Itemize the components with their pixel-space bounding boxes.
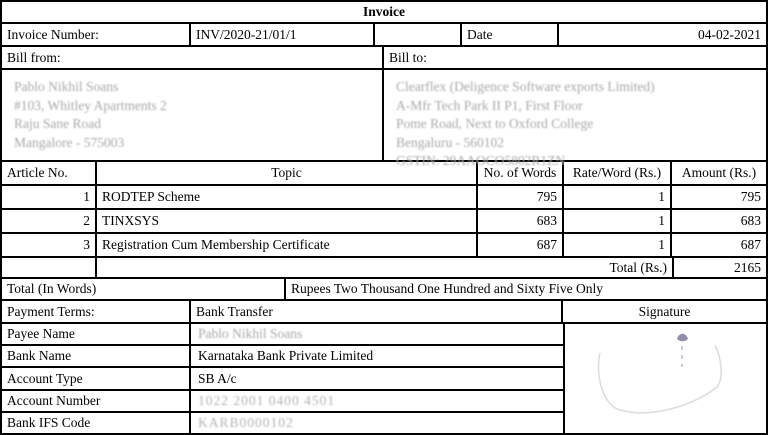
article-no: 3 xyxy=(2,234,97,256)
address-line: Bengaluru - 560102 xyxy=(396,134,504,150)
article-no: 2 xyxy=(2,210,97,232)
article-rate: 1 xyxy=(564,210,672,232)
payee-name-value: Pablo Nikhil Soans xyxy=(198,326,303,342)
article-words: 795 xyxy=(478,186,564,208)
address-line: Pablo Nikhil Soans xyxy=(14,79,119,94)
empty-cell xyxy=(2,258,97,277)
total-row xyxy=(2,258,766,279)
title-row xyxy=(2,2,766,24)
account-type-row xyxy=(2,368,563,390)
article-rate: 1 xyxy=(564,186,672,208)
article-topic: RODTEP Scheme xyxy=(97,186,478,208)
bill-from-address xyxy=(2,70,384,160)
payee-name-row xyxy=(2,324,563,346)
ifs-code-value: KARB0000102 xyxy=(198,414,294,430)
column-header-topic: Topic xyxy=(97,162,478,184)
total-in-words-value: Rupees Two Thousand One Hundred and Sixty Five Only xyxy=(291,281,604,296)
total-label: Total (Rs.) xyxy=(97,258,674,277)
article-amount: 683 xyxy=(740,213,761,228)
account-type-value: SB A/c xyxy=(198,370,237,386)
bill-to-address xyxy=(384,70,766,168)
invoice-title: Invoice xyxy=(363,4,405,19)
article-rate: 1 xyxy=(564,234,672,256)
account-number-value: 1022 2001 0400 4501 xyxy=(198,392,336,408)
bank-name-label: Bank Name xyxy=(2,346,191,366)
payee-name-label: Payee Name xyxy=(2,324,191,344)
empty-cell xyxy=(375,24,462,45)
total-in-words-row xyxy=(2,279,766,301)
article-row xyxy=(2,186,766,210)
payment-terms-value: Bank Transfer xyxy=(191,301,563,322)
article-row xyxy=(2,234,766,258)
address-line: Mangalore - 575003 xyxy=(14,134,125,150)
address-line: #103, Whitley Apartments 2 xyxy=(14,97,167,113)
address-line: GSTIN: 29AAOCO5802R1ZN xyxy=(396,153,566,168)
article-words: 687 xyxy=(478,234,564,256)
address-line: Pome Road, Next to Oxford College xyxy=(396,116,594,131)
address-line: Clearflex (Deligence Software exports Limited) xyxy=(396,79,655,94)
address-line: A-Mfr Tech Park II P1, First Floor xyxy=(396,97,583,113)
bill-headers-row xyxy=(2,47,766,70)
addresses-row xyxy=(2,70,766,168)
column-header-rate: Rate/Word (Rs.) xyxy=(564,162,672,184)
date-value: 04-02-2021 xyxy=(698,26,761,42)
article-topic: Registration Cum Membership Certificate xyxy=(97,234,478,256)
bill-from-header: Bill from: xyxy=(2,47,384,68)
bank-name-value: Karnataka Bank Private Limited xyxy=(198,348,374,364)
invoice-number-row xyxy=(2,24,766,47)
article-amount: 687 xyxy=(740,237,761,252)
invoice-number-value: INV/2020-21/01/1 xyxy=(191,24,375,45)
total-value: 2165 xyxy=(734,259,761,275)
article-amount: 795 xyxy=(740,189,761,204)
bank-details-section xyxy=(2,324,766,433)
bank-name-row xyxy=(2,346,563,368)
article-row xyxy=(2,210,766,234)
signature-area xyxy=(565,324,766,433)
payment-terms-row xyxy=(2,301,766,324)
column-header-words: No. of Words xyxy=(478,162,564,184)
bank-details-table xyxy=(2,324,565,433)
address-line: Raju Sane Road xyxy=(14,116,101,131)
total-in-words-label: Total (In Words) xyxy=(2,279,286,299)
ifs-code-row xyxy=(2,413,563,433)
article-words: 683 xyxy=(478,210,564,232)
signature-header: Signature xyxy=(638,303,691,319)
bill-to-header: Bill to: xyxy=(389,49,427,65)
payment-terms-label: Payment Terms: xyxy=(2,301,191,322)
account-type-label: Account Type xyxy=(2,368,191,388)
date-label: Date xyxy=(462,24,559,45)
signature-scribble xyxy=(565,324,766,433)
account-number-row xyxy=(2,391,563,413)
article-no: 1 xyxy=(2,186,97,208)
account-number-label: Account Number xyxy=(2,391,191,411)
ifs-code-label: Bank IFS Code xyxy=(2,413,191,433)
invoice-number-label: Invoice Number: xyxy=(2,24,191,45)
article-topic: TINXSYS xyxy=(97,210,478,232)
column-header-amount: Amount (Rs.) xyxy=(681,165,757,180)
column-header-article-no: Article No. xyxy=(2,162,97,184)
